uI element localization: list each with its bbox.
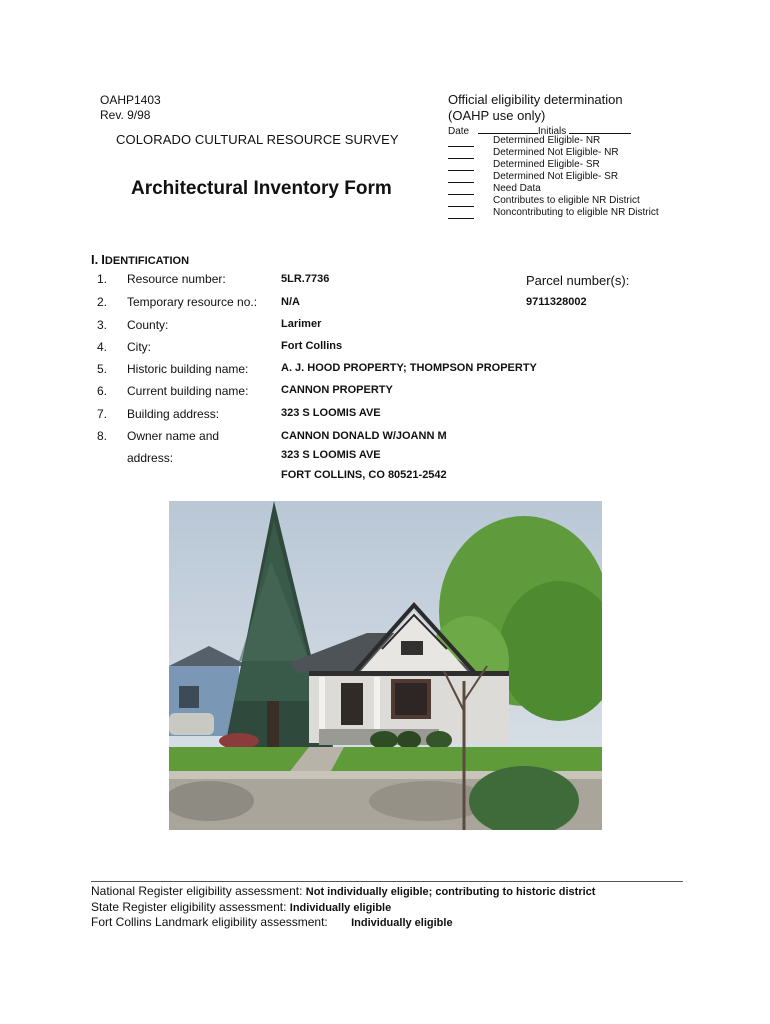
row-number: 8. bbox=[97, 429, 108, 443]
checklist-item[interactable] bbox=[448, 135, 659, 147]
check-blank[interactable] bbox=[448, 148, 474, 159]
checklist-item[interactable] bbox=[448, 159, 659, 171]
checklist-item[interactable] bbox=[448, 207, 659, 219]
checklist-item[interactable] bbox=[448, 147, 659, 159]
date-blank[interactable] bbox=[478, 124, 538, 134]
check-blank[interactable] bbox=[448, 172, 474, 183]
oahp-heading bbox=[448, 92, 623, 124]
parcel-value: 9711328002 bbox=[526, 296, 587, 308]
checklist-label: Need Data bbox=[493, 183, 541, 194]
sr-assessment-value: Individually eligible bbox=[289, 902, 392, 914]
row-number: 1. bbox=[97, 272, 108, 286]
row-label: County: bbox=[127, 318, 169, 332]
checklist-item[interactable] bbox=[448, 183, 659, 195]
survey-name: COLORADO CULTURAL RESOURCE SURVEY bbox=[116, 132, 399, 147]
section-title-rest: DENTIFICATION bbox=[104, 255, 190, 267]
page-title: Architectural Inventory Form bbox=[131, 178, 392, 199]
building-photo bbox=[169, 501, 602, 830]
checklist-label: Determined Not Eligible- NR bbox=[493, 147, 619, 158]
owner-name-value: CANNON DONALD W/JOANN M bbox=[281, 430, 447, 442]
temporary-resource-value: N/A bbox=[281, 296, 300, 308]
check-blank[interactable] bbox=[448, 184, 474, 195]
check-blank[interactable] bbox=[448, 136, 474, 147]
checklist-label: Determined Not Eligible- SR bbox=[493, 171, 619, 182]
city-value: Fort Collins bbox=[281, 340, 343, 352]
row-label: Resource number: bbox=[127, 272, 226, 286]
current-name-value: CANNON PROPERTY bbox=[281, 384, 393, 396]
historic-name-value: A. J. HOOD PROPERTY; THOMPSON PROPERTY bbox=[281, 362, 537, 374]
row-label: Current building name: bbox=[127, 384, 249, 398]
section-heading bbox=[91, 252, 189, 267]
sr-assessment-label: State Register eligibility assessment: bbox=[91, 900, 287, 914]
county-value: Larimer bbox=[281, 318, 322, 330]
row-label-continued: address: bbox=[127, 451, 174, 465]
row-label: Historic building name: bbox=[127, 362, 249, 376]
checklist-label: Determined Eligible- NR bbox=[493, 135, 601, 146]
row-number: 2. bbox=[97, 295, 108, 309]
building-address-value: 323 S LOOMIS AVE bbox=[281, 407, 381, 419]
eligibility-checklist bbox=[448, 135, 659, 219]
row-label: Temporary resource no.: bbox=[127, 295, 258, 309]
check-blank[interactable] bbox=[448, 160, 474, 171]
row-label: City: bbox=[127, 340, 151, 354]
nr-assessment-value: Not individually eligible; contributing to historic district bbox=[305, 886, 596, 898]
form-id-block bbox=[100, 93, 161, 123]
check-blank[interactable] bbox=[448, 196, 474, 207]
row-label: Owner name and bbox=[127, 429, 220, 443]
parcel-label: Parcel number(s): bbox=[526, 273, 630, 288]
checklist-label: Noncontributing to eligible NR District bbox=[493, 207, 659, 218]
nr-assessment bbox=[91, 884, 595, 898]
row-number: 3. bbox=[97, 318, 108, 332]
divider bbox=[91, 881, 683, 882]
row-number: 7. bbox=[97, 407, 108, 421]
form-revision: Rev. 9/98 bbox=[100, 108, 151, 122]
row-number: 6. bbox=[97, 384, 108, 398]
row-label: Building address: bbox=[127, 407, 220, 421]
section-roman: I. bbox=[91, 252, 99, 267]
row-number: 5. bbox=[97, 362, 108, 376]
checklist-item[interactable] bbox=[448, 195, 659, 207]
sr-assessment bbox=[91, 900, 391, 914]
resource-number-value: 5LR.7736 bbox=[281, 273, 330, 285]
check-blank[interactable] bbox=[448, 208, 474, 219]
owner-address-line1: 323 S LOOMIS AVE bbox=[281, 449, 381, 461]
checklist-item[interactable] bbox=[448, 171, 659, 183]
owner-address-line2: FORT COLLINS, CO 80521-2542 bbox=[281, 469, 447, 481]
oahp-heading-line1: Official eligibility determination bbox=[448, 92, 623, 107]
checklist-label: Contributes to eligible NR District bbox=[493, 195, 640, 206]
oahp-heading-line2: (OAHP use only) bbox=[448, 108, 546, 123]
initials-blank[interactable] bbox=[569, 124, 631, 134]
initials-label: Initials bbox=[537, 126, 567, 137]
fc-assessment-label: Fort Collins Landmark eligibility assessment: bbox=[91, 915, 328, 929]
nr-assessment-label: National Register eligibility assessment: bbox=[91, 884, 303, 898]
row-number: 4. bbox=[97, 340, 108, 354]
fc-assessment bbox=[91, 915, 453, 929]
checklist-label: Determined Eligible- SR bbox=[493, 159, 600, 170]
form-code: OAHP1403 bbox=[100, 93, 161, 107]
date-label: Date bbox=[448, 126, 470, 137]
section-first-letter: I bbox=[101, 252, 105, 267]
fc-assessment-value: Individually eligible bbox=[351, 917, 453, 929]
